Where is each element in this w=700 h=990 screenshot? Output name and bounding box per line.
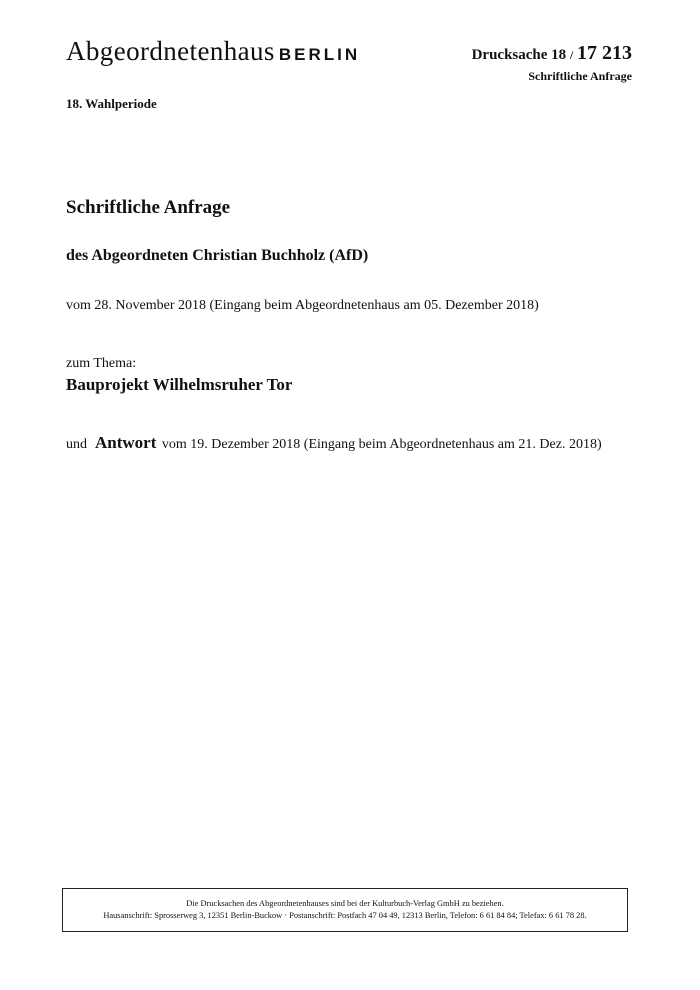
thema-label: zum Thema: — [66, 356, 137, 371]
answer-prefix: und — [66, 437, 87, 452]
drucksache-line — [472, 42, 632, 65]
drucksache-slash: / — [569, 48, 574, 62]
footer-box — [62, 888, 628, 932]
date-line: vom 28. November 2018 (Eingang beim Abgeordnetenhaus am 05. Dezember 2018) — [66, 298, 539, 313]
answer-rest: vom 19. Dezember 2018 (Eingang beim Abgeordnetenhaus am 21. Dez. 2018) — [161, 437, 602, 452]
answer-label: Antwort — [95, 433, 157, 452]
drucksache-block — [472, 42, 632, 84]
footer-line-1: Die Drucksachen des Abgeordnetenhauses sind bei der Kulturbuch-Verlag GmbH zu beziehen. — [186, 899, 504, 908]
drucksache-label: Drucksache 18 — [471, 47, 567, 63]
drucksache-number: 17 213 — [577, 42, 632, 64]
answer-line — [66, 433, 602, 453]
page-title: Schriftliche Anfrage — [66, 197, 231, 218]
thema-title: Bauprojekt Wilhelmsruher Tor — [66, 375, 293, 394]
author-line: des Abgeordneten Christian Buchholz (AfD) — [66, 247, 369, 264]
document-type: Schriftliche Anfrage — [528, 69, 632, 83]
wahlperiode: 18. Wahlperiode — [66, 96, 157, 111]
footer-line-2: Hausanschrift: Sprosserweg 3, 12351 Berlin-Buckow · Postanschrift: Postfach 47 04 49, 12313 Berlin, Telefon: 6 61 84 84; Telefax: 6 61 78 28. — [103, 911, 587, 920]
logo-city-text: BERLIN — [278, 45, 361, 64]
logo-main-text: Abgeordnetenhaus — [66, 36, 275, 66]
logo — [66, 38, 360, 65]
